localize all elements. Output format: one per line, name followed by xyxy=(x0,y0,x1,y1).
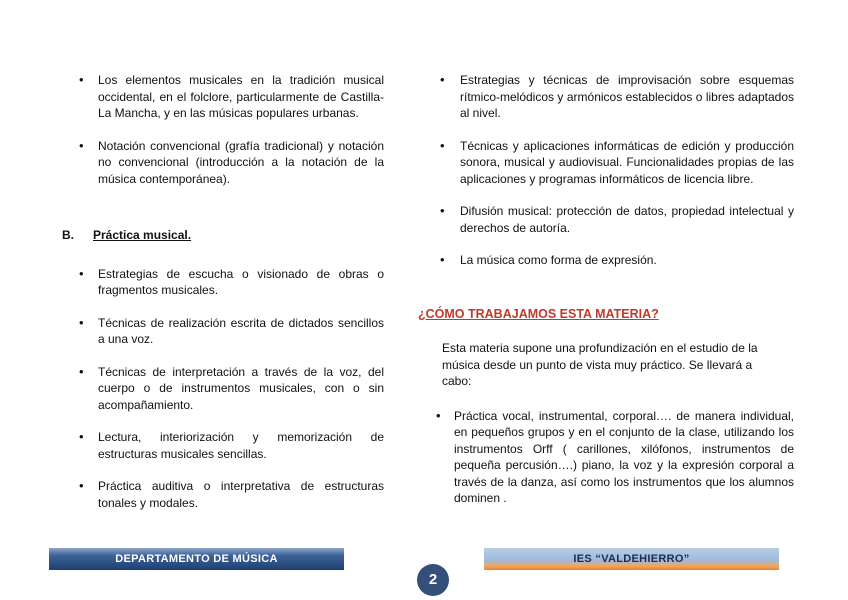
left-column xyxy=(62,72,384,511)
list-item: • Estrategias y técnicas de improvisación sobre esquemas rítmico-melódicos y armónicos establecidos o libres adaptados al nivel. xyxy=(418,72,794,122)
list-item: • Técnicas y aplicaciones informáticas de edición y producción sonora, musical y audiovisual. Funcionalidades propias de las aplicaciones y programas informáticos de licencia libre. xyxy=(418,138,794,188)
section-b-heading xyxy=(62,227,384,244)
content-list-c xyxy=(418,72,794,269)
right-column xyxy=(418,72,794,507)
list-item: • Notación convencional (grafía tradicional) y notación no convencional (introducción a la notación de la música contemporánea). xyxy=(62,138,384,188)
content-list-b xyxy=(62,266,384,512)
content-list-a xyxy=(62,72,384,187)
intro-paragraph: Esta materia supone una profundización en el estudio de la música desde un punto de vista muy práctico. Se llevará a cabo: xyxy=(442,341,758,388)
question-heading: ¿CÓMO TRABAJAMOS ESTA MATERIA? xyxy=(418,306,659,321)
list-item: • Lectura, interiorización y memorización de estructuras musicales sencillas. xyxy=(62,429,384,462)
list-item: • Práctica auditiva o interpretativa de estructuras tonales y modales. xyxy=(62,478,384,511)
list-item: • La música como forma de expresión. xyxy=(418,252,794,269)
list-item: • Estrategias de escucha o visionado de obras o fragmentos musicales. xyxy=(62,266,384,299)
list-item: • Técnicas de interpretación a través de la voz, del cuerpo o de instrumentos musicales, con o sin acompañamiento. xyxy=(62,364,384,414)
list-item: • Técnicas de realización escrita de dictados sencillos a una voz. xyxy=(62,315,384,348)
list-item: • Los elementos musicales en la tradición musical occidental, en el folclore, particularmente de Castilla-La Mancha, y en las músicas populares urbanas. xyxy=(62,72,384,122)
section-title: Práctica musical. xyxy=(93,228,192,242)
section-letter: B. xyxy=(62,228,74,242)
footer-school-label: IES “VALDEHIERRO” xyxy=(484,548,779,570)
page-number-badge: 2 xyxy=(417,564,449,596)
list-item: • Difusión musical: protección de datos, propiedad intelectual y derechos de autoría. xyxy=(418,203,794,236)
list-item: • Práctica vocal, instrumental, corporal…. de manera individual, en pequeños grupos y en el conjunto de la clase, utilizando los instrumentos Orff ( carillones, xilófonos, instrumentos de pequeña percusión….) piano, la voz y la expresión corporal a través de la danza, así como los instrumentos que los alumnos dominen . xyxy=(418,408,794,507)
footer-department-label: DEPARTAMENTO DE MÚSICA xyxy=(49,548,344,570)
method-list xyxy=(418,408,794,507)
